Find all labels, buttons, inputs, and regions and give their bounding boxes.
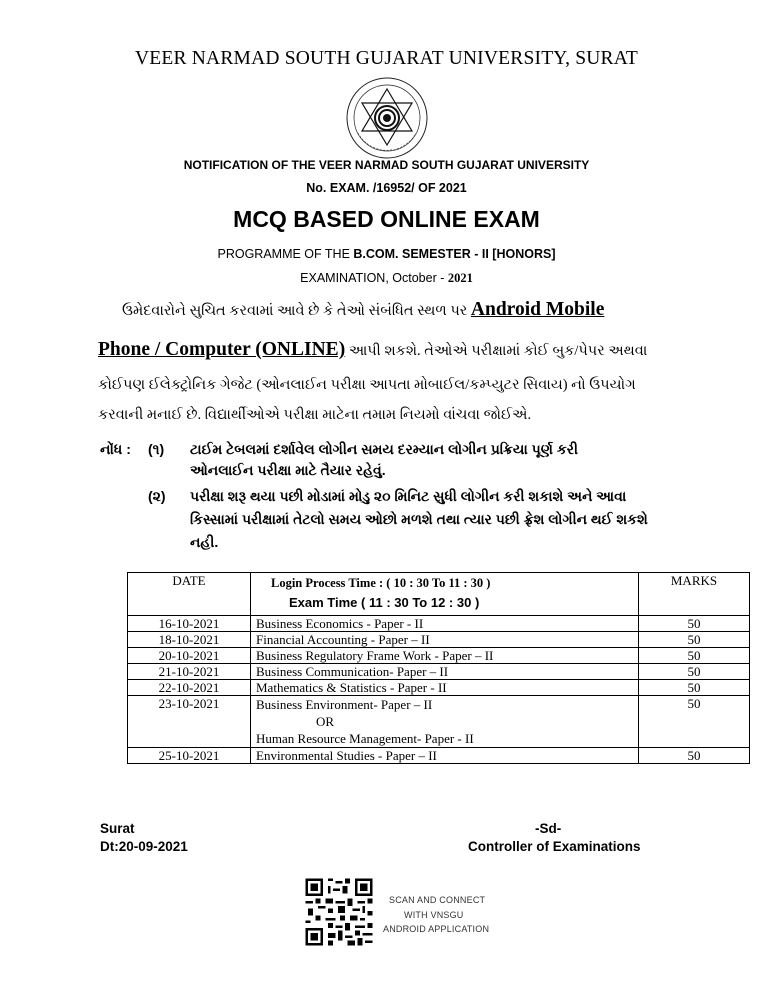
row-subject: Environmental Studies - Paper – II [251, 748, 639, 764]
header-login-time: Login Process Time : ( 10 : 30 To 11 : 30 ) [271, 576, 491, 590]
row-marks: 50 [639, 616, 750, 632]
header-date: DATE [128, 573, 251, 616]
instruction-line-2 [98, 340, 711, 361]
row-date: 16-10-2021 [128, 616, 251, 632]
qr-caption-line-1: SCAN AND CONNECT [389, 895, 486, 905]
table-row [128, 664, 750, 680]
row-marks: 50 [639, 648, 750, 664]
instruction-text-1: ઉમેદવારોને સુચિત કરવામાં આવે છે કે તેઓ સંબંધિત સ્થળ પર [122, 303, 471, 319]
instruction-line-3: કોઈપણ ઈલેક્ટ્રોનિક ગેજેટ (ઓનલાઈન પરીક્ષા આપતા મોબાઈલ/કમ્પ્યુટર સિવાય) નો ઉપયોગ [98, 377, 636, 393]
row-subject: Mathematics & Statistics - Paper - II [251, 680, 639, 696]
exam-title: MCQ BASED ONLINE EXAM [233, 206, 540, 232]
row-subject: Financial Accounting - Paper – II [251, 632, 639, 648]
row-marks: 50 [639, 632, 750, 648]
signature-mark: -Sd- [535, 821, 562, 836]
note-1-number: (૧) [148, 441, 165, 457]
row-marks: 50 [639, 696, 750, 748]
table-row [128, 748, 750, 764]
note-2-line-1: પરીક્ષા શરૂ થયા પછી મોડામાં મોડુ ૨૦ મિનિટ સુધી લોગીન કરી શકાશે અને આવા [190, 488, 627, 504]
header-exam-time: Exam Time ( 11 : 30 To 12 : 30 ) [289, 595, 480, 610]
exam-schedule-table [127, 572, 750, 764]
instruction-device-1: Android Mobile [470, 299, 605, 320]
issue-date: Dt:20-09-2021 [100, 839, 188, 854]
row-subject: Business Communication- Paper – II [251, 664, 639, 680]
header-marks: MARKS [639, 573, 750, 616]
place: Surat [100, 821, 135, 836]
notes-label: નોંધ : [100, 441, 131, 457]
note-2-number: (૨) [148, 488, 166, 504]
row-subject: Business Economics - Paper - II [251, 616, 639, 632]
table-row [128, 632, 750, 648]
row-subject-alternative: Human Resource Management- Paper - II [256, 731, 474, 746]
instruction-line-4: કરવાની મનાઈ છે. વિદ્યાર્થીઓએ પરીક્ષા માટેના તમામ નિયમો વાંચવા જોઈએ. [98, 407, 532, 423]
table-header-row [128, 573, 750, 616]
programme-prefix: PROGRAMME OF THE [217, 247, 354, 261]
note-1-line-2: ઓનલાઈન પરીક્ષા માટે તૈયાર રહેવું. [190, 462, 386, 478]
examination-prefix: EXAMINATION, October - [300, 271, 448, 285]
row-marks: 50 [639, 748, 750, 764]
qr-caption-line-3: ANDROID APPLICATION [383, 924, 490, 934]
programme-name: B.COM. SEMESTER - II [HONORS] [353, 247, 556, 261]
header-time [251, 573, 639, 616]
row-date: 20-10-2021 [128, 648, 251, 664]
row-or-separator: OR [316, 714, 335, 729]
row-marks: 50 [639, 664, 750, 680]
row-date: 22-10-2021 [128, 680, 251, 696]
instruction-device-2: Phone / Computer (ONLINE) [98, 339, 346, 360]
notification-number: No. EXAM. /16952/ OF 2021 [306, 181, 467, 195]
row-subject: Business Environment- Paper – II [256, 697, 433, 712]
table-row [128, 616, 750, 632]
qr-code-icon[interactable] [303, 876, 375, 948]
note-2-line-3: નહી. [190, 534, 219, 550]
note-1-line-1: ટાઈમ ટેબલમાં દર્શાવેલ લોગીન સમય દરમ્યાન લોગીન પ્રક્રિયા પૂર્ણ કરી [190, 441, 578, 457]
row-subject: Business Regulatory Frame Work - Paper – II [251, 648, 639, 664]
table-row [128, 680, 750, 696]
row-date: 18-10-2021 [128, 632, 251, 648]
notification-heading: NOTIFICATION OF THE VEER NARMAD SOUTH GUJARAT UNIVERSITY [183, 158, 590, 172]
qr-caption-line-2: WITH VNSGU [404, 910, 464, 920]
row-date: 23-10-2021 [128, 696, 251, 748]
examination-year: 2021 [447, 271, 473, 285]
table-row [128, 696, 750, 748]
row-date: 21-10-2021 [128, 664, 251, 680]
signatory-designation: Controller of Examinations [468, 839, 641, 854]
row-date: 25-10-2021 [128, 748, 251, 764]
programme-line [0, 247, 773, 261]
instruction-text-2: આપી શકશે. તેઓએ પરીક્ષામાં કોઈ બુક/પેપર અથવા [345, 343, 648, 359]
instruction-line-1 [122, 300, 735, 321]
note-2-line-2: કિસ્સામાં પરીક્ષામાં તેટલો સમય ઓછો મળશે તથા ત્યાર પછી ફ્રેશ લોગીન થઈ શકશે [190, 511, 648, 527]
university-seal-logo [344, 75, 430, 161]
examination-line [0, 271, 773, 286]
row-marks: 50 [639, 680, 750, 696]
university-name: VEER NARMAD SOUTH GUJARAT UNIVERSITY, SURAT [134, 48, 638, 69]
row-subject-group [251, 696, 639, 748]
table-row [128, 648, 750, 664]
